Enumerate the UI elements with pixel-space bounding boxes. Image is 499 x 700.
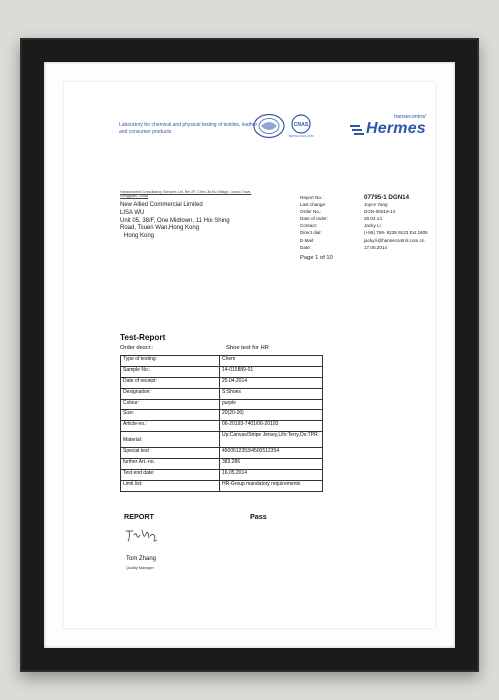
test-details-table	[120, 355, 323, 492]
recipient-address-line: Unit 05, 38/F, One Midtown, 11 Hoi Shing	[120, 217, 230, 224]
table-key: Article-no.:	[121, 421, 220, 432]
meta-row	[300, 230, 428, 237]
meta-key: Direct dial:	[300, 230, 322, 236]
table-key: Material:	[121, 432, 220, 448]
table-key: further Art.-no.	[121, 459, 220, 470]
lab-description: Laboratory for chemical and physical testing of textiles, leather and consumer products	[119, 122, 258, 135]
table-value: 20(20-26)	[220, 410, 323, 421]
report-title: Test-Report	[120, 333, 166, 342]
table-value: HR-Group mandatory requirements	[220, 480, 323, 491]
meta-key: Last change:	[300, 202, 327, 208]
svg-text:CNAS: CNAS	[293, 122, 309, 128]
table-value: 4500512353/4500512354	[220, 448, 323, 459]
table-key: Sample No.:	[121, 366, 220, 377]
table-value: Up:Canvas/Stripe Jersey,Lifo:Terry,Os:TPR	[220, 432, 323, 448]
page-indicator: Page 1 of 10	[300, 254, 333, 261]
signer-name: Tom Zhang	[126, 556, 157, 562]
table-key: Type of testing:	[121, 356, 220, 367]
table-row	[121, 377, 323, 388]
table-row	[121, 480, 323, 491]
recipient-address-line: Road, Tsuen Wan,Hong Kong	[120, 225, 200, 232]
table-value: S:Shoes	[220, 388, 323, 399]
table-value: 25.04.2014	[220, 377, 323, 388]
table-row	[121, 432, 323, 448]
meta-value: 17.06.2014	[364, 244, 387, 250]
svg-text:TESTING CNAS L3579: TESTING CNAS L3579	[288, 135, 314, 138]
ilac-seal-logo	[252, 113, 286, 139]
meta-key: E-Mail:	[300, 237, 315, 243]
meta-key: Date:	[300, 244, 311, 250]
meta-row	[300, 216, 428, 223]
meta-key: Order No.:	[300, 209, 322, 215]
meta-row	[300, 202, 428, 209]
frame-mat	[44, 62, 455, 648]
meta-key: Date of order:	[300, 216, 329, 222]
hermes-arrow-icon	[350, 124, 366, 136]
recipient-contact: LISA WU	[120, 209, 145, 216]
certificate-document	[64, 82, 435, 628]
table-row	[121, 470, 323, 481]
meta-row	[300, 238, 428, 245]
brand-logo-text: Hermes	[366, 120, 426, 137]
handwritten-signature	[124, 526, 160, 544]
cnas-accreditation-logo	[284, 113, 318, 139]
order-description-value: Shoe test for HR	[226, 345, 269, 351]
meta-key: Report No.:	[300, 195, 324, 200]
table-key: Size:	[121, 410, 220, 421]
table-row	[121, 356, 323, 367]
table-key: Special test	[121, 448, 220, 459]
picture-frame	[20, 38, 479, 672]
table-value: 06-20193-7401/06-20193	[220, 421, 323, 432]
signer-role: Quality Manager	[126, 566, 154, 570]
table-row	[121, 410, 323, 421]
report-meta	[300, 195, 428, 261]
table-key: Date of receipt:	[121, 377, 220, 388]
table-value: 14-015889-01	[220, 366, 323, 377]
table-value: 383.286	[220, 459, 323, 470]
table-value: Chem	[220, 356, 323, 367]
table-row	[121, 421, 323, 432]
table-row	[121, 448, 323, 459]
meta-row	[300, 223, 428, 230]
recipient-block	[120, 202, 280, 241]
recipient-company: New Allied Commercial Limited	[120, 202, 203, 208]
meta-row	[300, 195, 428, 202]
table-key: Test end date:	[121, 470, 220, 481]
order-description-label: Order descr.:	[120, 345, 154, 351]
meta-value: Jacky Li	[364, 223, 381, 229]
report-result-value: Pass	[250, 512, 267, 521]
meta-value: (+86) 769- 8239 9123 Ext 1605	[364, 230, 428, 236]
order-description	[120, 345, 320, 351]
table-row	[121, 388, 323, 399]
meta-value: 28.04.14	[364, 216, 382, 222]
issuer-address: Hansecontrol Consultancy Services Ltd, Rm 2F, Chen Jia Bu Village, Lianyu Town, Dongguan, China	[120, 190, 252, 199]
brand-tagline: hansecontrol	[394, 114, 426, 120]
table-row	[121, 399, 323, 410]
table-value: 16.05.2014	[220, 470, 323, 481]
meta-row	[300, 209, 428, 216]
table-value: purple	[220, 399, 323, 410]
table-row	[121, 459, 323, 470]
recipient-address-line: Hong Kong	[124, 233, 155, 240]
meta-table	[300, 195, 428, 252]
meta-value: DGN-06019-14	[364, 209, 396, 215]
table-key: Colour:	[121, 399, 220, 410]
table-key: Limit list:	[121, 480, 220, 491]
meta-key: Contact:	[300, 223, 318, 229]
meta-value: jacky.li@hansecontrol.com.cn	[364, 237, 425, 243]
meta-value: Joyce Yang	[364, 202, 388, 208]
report-result-label: REPORT	[124, 512, 154, 521]
meta-row	[300, 245, 428, 252]
table-key: Designation:	[121, 388, 220, 399]
report-number: 07795-1 DGN14	[364, 194, 410, 201]
table-row	[121, 366, 323, 377]
